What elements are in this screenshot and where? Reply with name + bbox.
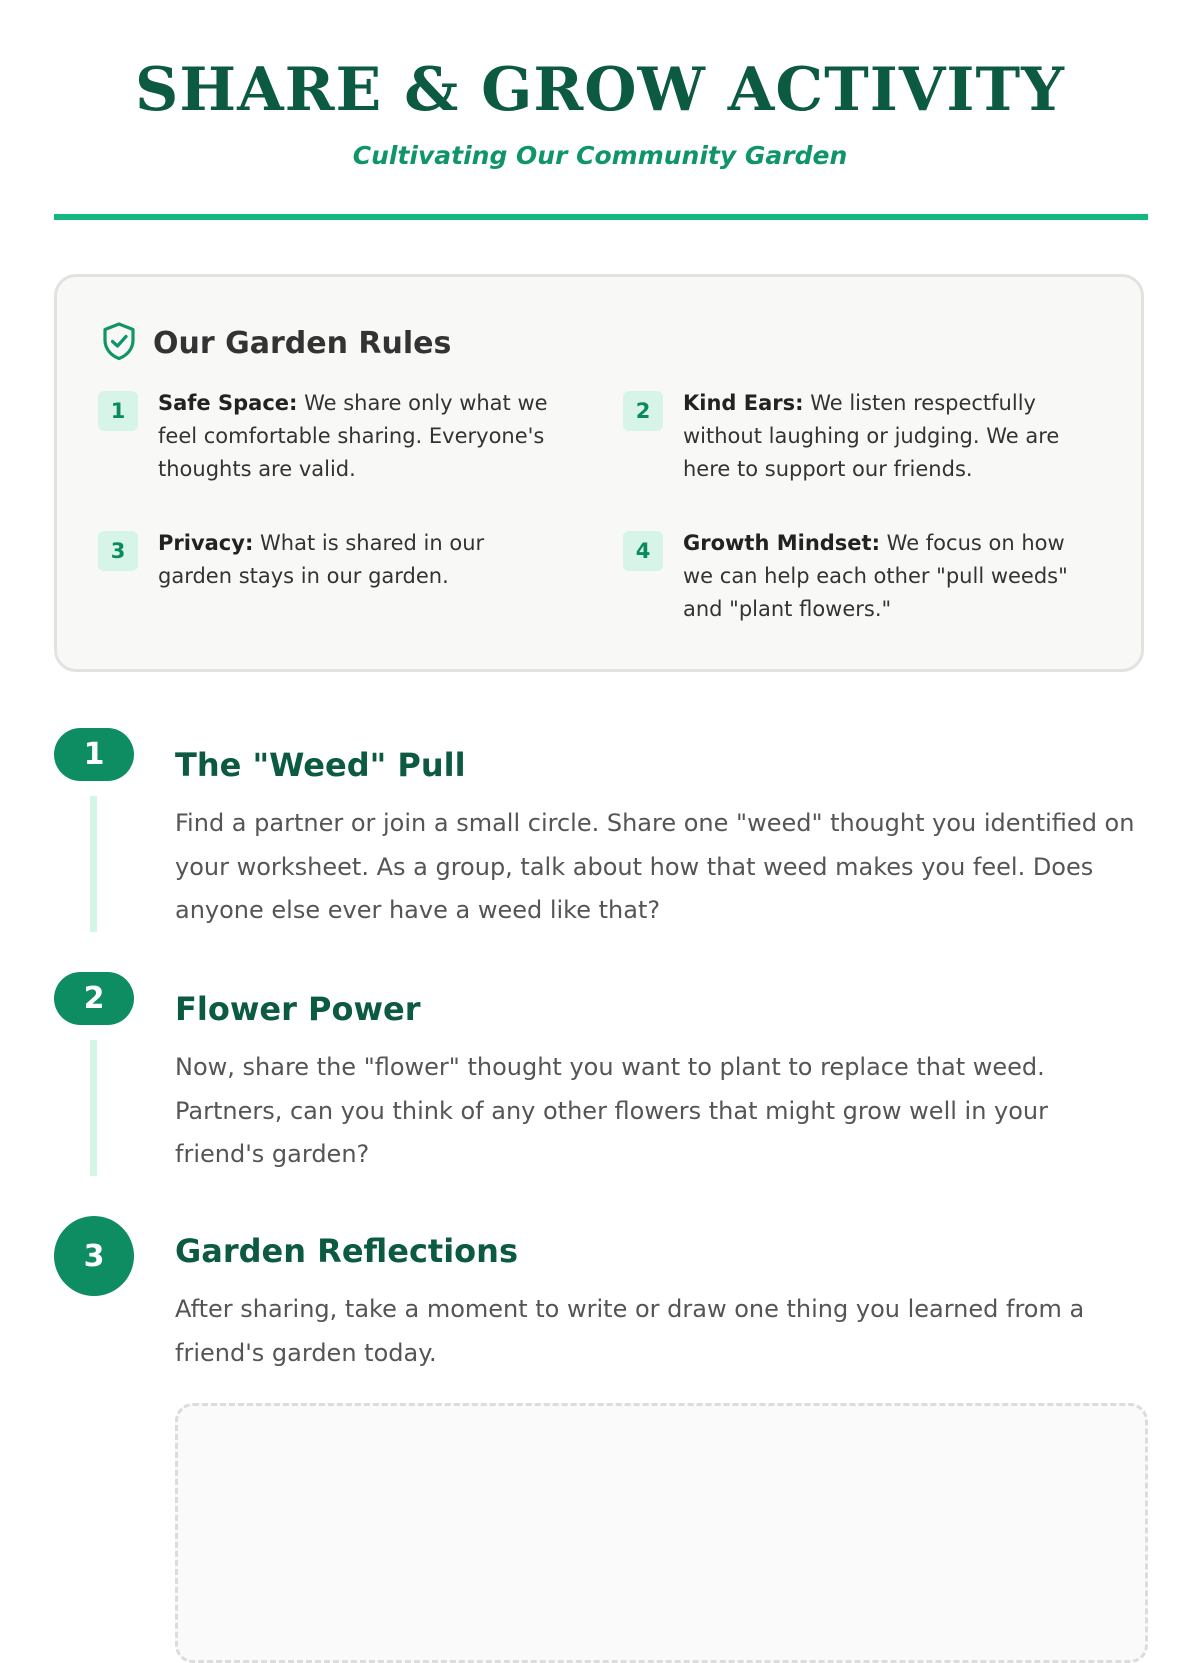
rule-text [683,387,1073,486]
rule-number: 1 [98,391,138,431]
rule-number: 2 [623,391,663,431]
rule-item-2 [623,387,1073,486]
shield-check-icon [101,321,137,365]
rule-body: We focus on how we can help each other "pull weeds" and "plant flowers." [683,531,1068,621]
rule-item-1 [98,387,548,486]
step-title: Flower Power [175,990,421,1028]
rule-item-4 [623,527,1073,626]
step-description: Find a partner or join a small circle. Share one "weed" thought you identified on your worksheet. As a group, talk about how that weed makes you feel. Does anyone else ever have a weed like that? [175,809,1135,924]
page-title: SHARE & GROW ACTIVITY [135,55,1065,125]
step-number-badge: 1 [54,728,134,781]
rule-label: Kind Ears: [683,391,804,415]
step-number-badge: 3 [54,1216,134,1296]
rule-text [158,387,548,486]
reflection-drawing-area[interactable] [175,1403,1148,1663]
garden-rules-card [54,274,1144,672]
rule-item-3 [98,527,548,593]
step-title: Garden Reflections [175,1232,518,1270]
rules-header [101,321,451,365]
step-title: The "Weed" Pull [175,746,466,784]
page-subtitle: Cultivating Our Community Garden [352,141,848,170]
header-divider [54,214,1148,220]
rule-text [158,527,548,593]
rule-text [683,527,1073,626]
step-connector-line [90,796,97,932]
step-number-badge: 2 [54,972,134,1025]
rule-label: Safe Space: [158,391,298,415]
rule-number: 4 [623,531,663,571]
rule-label: Growth Mindset: [683,531,880,555]
rule-number: 3 [98,531,138,571]
rule-label: Privacy: [158,531,254,555]
step-connector-line [90,1040,97,1176]
rules-title: Our Garden Rules [153,325,452,361]
page-header [0,0,1200,172]
rule-body: We listen respectfully without laughing or judging. We are here to support our friends. [683,391,1060,481]
rule-body: We share only what we feel comfortable sharing. Everyone's thoughts are valid. [158,391,548,481]
step-description: Now, share the "flower" thought you want to plant to replace that weed. Partners, can you think of any other flowers that might grow well in your friend's garden? [175,1053,1048,1168]
rule-body: What is shared in our garden stays in our garden. [158,531,485,588]
step-description: After sharing, take a moment to write or draw one thing you learned from a friend's garden today. [175,1295,1085,1367]
